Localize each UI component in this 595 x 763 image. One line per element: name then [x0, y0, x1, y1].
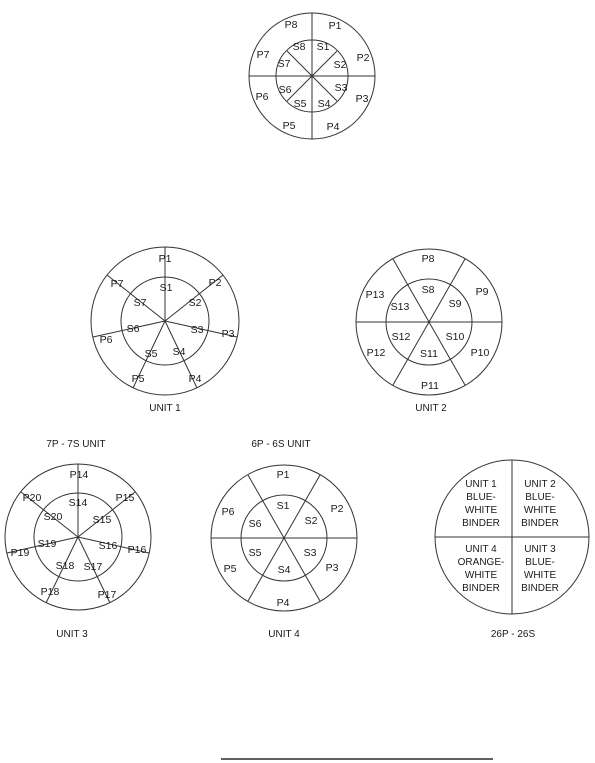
pair-label: P6: [255, 91, 269, 103]
single-label: S6: [126, 323, 140, 335]
single-label: S5: [248, 547, 262, 559]
unit-caption: UNIT 3: [56, 629, 88, 640]
single-label: S4: [317, 98, 331, 110]
single-label: S6: [248, 518, 262, 530]
unit-caption: UNIT 4: [268, 629, 300, 640]
pair-label: P4: [326, 121, 340, 133]
single-label: S10: [445, 331, 465, 343]
pair-label: P9: [475, 286, 489, 298]
unit-caption: UNIT 1: [149, 403, 181, 414]
single-label: S4: [172, 346, 186, 358]
diagram-26p-26s: [435, 460, 589, 640]
binder-text: BINDER: [462, 583, 500, 594]
pair-label: P2: [330, 503, 344, 515]
pair-label: P6: [99, 334, 113, 346]
single-label: S1: [159, 282, 173, 294]
binder-text: UNIT 1: [465, 479, 497, 490]
pair-label: P1: [276, 469, 290, 481]
single-label: S19: [37, 538, 57, 550]
single-label: S1: [276, 500, 290, 512]
binder-text: WHITE: [523, 505, 557, 516]
single-label: S3: [303, 547, 317, 559]
pair-label: P8: [284, 19, 298, 31]
binder-text: BINDER: [462, 518, 500, 529]
diagram-unit-1: [91, 247, 239, 414]
pair-label: P6: [221, 506, 235, 518]
binder-text: ORANGE-: [457, 557, 505, 568]
group-label-7p-7s: 7P - 7S UNIT: [46, 439, 106, 450]
pair-label: P7: [256, 49, 270, 61]
diagram-unit-4: [211, 465, 357, 640]
single-label: S5: [293, 98, 307, 110]
single-label: S17: [83, 561, 103, 573]
binder-text: UNIT 3: [524, 544, 556, 555]
pair-label: P17: [97, 589, 117, 601]
single-label: S8: [421, 284, 435, 296]
binder-text: UNIT 2: [524, 479, 556, 490]
pair-label: P12: [366, 347, 386, 359]
single-label: S8: [292, 41, 306, 53]
pair-label: P2: [356, 52, 370, 64]
single-label: S4: [277, 564, 291, 576]
pair-label: P16: [127, 544, 147, 556]
pair-label: P5: [223, 563, 237, 575]
pair-label: P14: [69, 469, 89, 481]
pair-label: P5: [131, 373, 145, 385]
single-label: S6: [278, 84, 292, 96]
pair-label: P3: [325, 562, 339, 574]
pair-label: P15: [115, 492, 135, 504]
pair-label: P10: [470, 347, 490, 359]
single-label: S5: [144, 348, 158, 360]
single-label: S11: [420, 348, 438, 360]
diagram-top: [249, 13, 375, 139]
single-label: S3: [334, 82, 348, 94]
binder-text: WHITE: [464, 570, 498, 581]
diagram-unit-2: [356, 249, 502, 414]
single-label: S7: [133, 297, 147, 309]
pair-label: P18: [40, 586, 60, 598]
diagram-unit-3: [5, 464, 151, 640]
pair-label: P19: [10, 547, 30, 559]
binder-text: BLUE-: [466, 492, 496, 503]
single-label: S13: [390, 301, 410, 313]
pair-label: P7: [110, 278, 124, 290]
binder-text: BLUE-: [525, 557, 555, 568]
single-label: S2: [188, 297, 202, 309]
binder-text: BINDER: [521, 583, 559, 594]
binder-text: BINDER: [521, 518, 559, 529]
pair-label: P2: [208, 277, 222, 289]
pair-label: P4: [276, 597, 290, 609]
binder-text: WHITE: [464, 505, 498, 516]
pair-label: P4: [188, 373, 202, 385]
cable-caption: 26P - 26S: [490, 629, 536, 640]
pair-label: P3: [221, 328, 235, 340]
group-label-6p-6s: 6P - 6S UNIT: [251, 439, 311, 450]
binder-text: WHITE: [523, 570, 557, 581]
pair-label: P1: [158, 253, 172, 265]
pair-label: P20: [22, 492, 42, 504]
single-label: S7: [277, 58, 291, 70]
single-label: S2: [304, 515, 318, 527]
binder-text: BLUE-: [525, 492, 555, 503]
binder-text: UNIT 4: [465, 544, 497, 555]
pair-label: P1: [328, 20, 342, 32]
single-label: S18: [55, 560, 75, 572]
single-label: S20: [43, 511, 63, 523]
single-label: S14: [68, 497, 88, 509]
pair-label: P11: [421, 380, 439, 392]
single-label: S1: [316, 41, 330, 53]
single-label: S3: [190, 324, 204, 336]
single-label: S12: [391, 331, 411, 343]
pair-label: P5: [282, 120, 296, 132]
single-label: S15: [92, 514, 112, 526]
single-label: S16: [98, 540, 118, 552]
unit-caption: UNIT 2: [415, 403, 447, 414]
pair-label: P13: [365, 289, 385, 301]
pair-label: P3: [355, 93, 369, 105]
pair-label: P8: [421, 253, 435, 265]
single-label: S9: [448, 298, 462, 310]
single-label: S2: [333, 59, 347, 71]
